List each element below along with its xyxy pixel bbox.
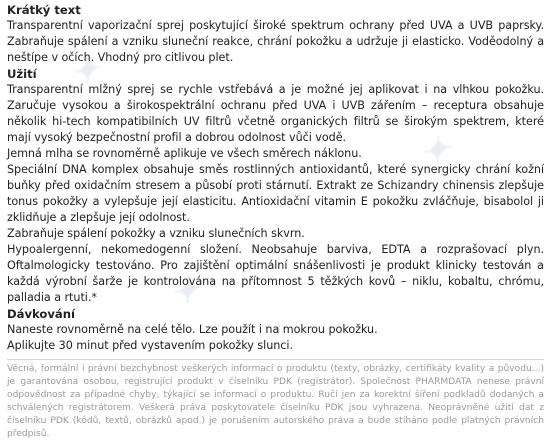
paragraph: Transparentní mlžný sprej se rychle vstřebává a je možné jej aplikovat i na vlhkou pokožku. Zaručuje vysokou a širokospektrální ochranu před UVA i UVB zářením – receptura obsahuje několik hi-tech kompatibilních UV filtrů včetně organických filtrů se širokým spektrem, které mají vysoký bezpečnostní profil a dobrou odolnost vůči vodě. [7, 83, 544, 144]
watermark: ✦ [165, 267, 205, 315]
section-title: Krátký text [7, 3, 81, 17]
section-usage [7, 66, 544, 306]
paragraph: Naneste rovnoměrně na celé tělo. Lze použít i na mokrou pokožku. [7, 323, 378, 336]
watermark: ✦ [415, 127, 455, 175]
watermark: ✦ [65, 47, 105, 95]
paragraph: Transparentní vaporizační sprej poskytující široké spektrum ochrany před UVA a UVB paprsky. Zabraňuje spálení a vzniku sluneční reakce, chrání pokožku a udržuje ji elasticko. Voděodolný a neštípe v očích. Vhodný pro citlivou plet. [7, 19, 544, 64]
legal-disclaimer: Věcná, formální i právní bezchybnost veškerých informací o produktu (texty, obrázky, certifikáty kvality a původu...) je garantována osobou, registrující produkt v číselníku PDK (registrátor). Společnost PHARMDATA nenese právní odpovědnost za případné chyby, týkající se informací o produktu. Ručí jen za korektní šíření podkladů dodaných a schválených registrátorem. Veškerá práva poskytovatele číselníku PDK jsou vyhrazena. Neoprávněné užití dat z číselníku PDK (kódů, textů, obrázků apod.) je porušením autorského práva a bude stíháno podle platných právních předpisů. [7, 359, 544, 441]
paragraph: Jemná mlha se rovnoměrně aplikuje ve všech směrech náklonu. [7, 147, 362, 160]
paragraph: Speciální DNA komplex obsahuje směs rostlinných antioxidantů, které synergicky chrání kožní buňky před oxidačním stresem a působí proti stárnutí. Extrakt ze Schizandry chinensis zlepšuje tonus pokožky a vylepšuje její elasticitu. Antioxidační vitamin E pokožku zvláčňuje, bisabolol ji zklidňuje a zlepšuje její odolnost. [7, 163, 544, 224]
section-title: Dávkování [7, 307, 75, 321]
section-dosage [7, 306, 544, 354]
paragraph: Aplikujte 30 minut před vystavením pokožky slunci. [7, 339, 293, 352]
section-title: Užití [7, 67, 37, 81]
section-short-text [7, 2, 544, 66]
paragraph: Zabraňuje spálení pokožky a vzniku slunečních skvrn. [7, 227, 305, 240]
paragraph: Hypoalergenní, nekomedogenní složení. Neobsahuje barviva, EDTA a rozprašovací plyn. Oftalmologicky testováno. Pro zajištění optimální snášenlivosti je produkt klinicky testován a každá výrobní šarže je kontrolována na přítomnost 5 těžkých kovů – niklu, kobaltu, chrómu, palladia a rtuti.* [7, 243, 544, 304]
